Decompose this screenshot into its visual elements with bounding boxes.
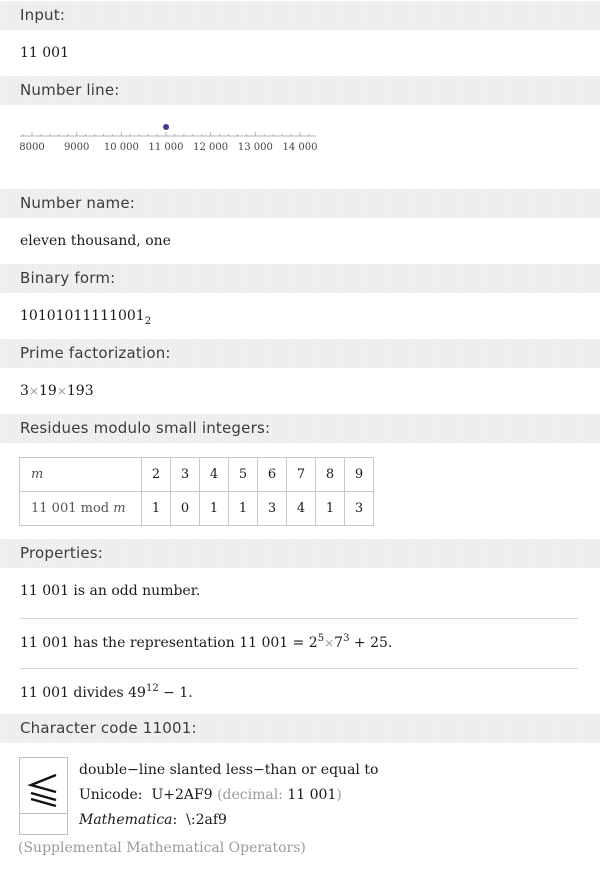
residue-value: 1 — [229, 492, 258, 526]
prime-factorization — [20, 383, 94, 399]
character-glyph-box — [19, 757, 68, 835]
number-name-header: Number name: — [0, 189, 600, 218]
double-line-slanted-less-equal-glyph — [26, 772, 62, 808]
binary-value — [20, 308, 151, 327]
residue-value: 0 — [171, 492, 200, 526]
number-line-header: Number line: — [0, 76, 600, 105]
residue-modulus: 3 — [171, 458, 200, 492]
binary-base: 2 — [144, 316, 152, 327]
prime-header: Prime factorization: — [0, 339, 600, 368]
residues-value-row — [20, 492, 374, 526]
property-divider — [20, 668, 578, 669]
properties-header: Properties: — [0, 539, 600, 568]
residue-value: 4 — [287, 492, 316, 526]
number-line-tick-label: 10 000 — [103, 142, 139, 153]
prime-factor: 19 — [38, 383, 57, 399]
residue-value: 3 — [258, 492, 287, 526]
residue-value: 1 — [142, 492, 171, 526]
input-header: Input: — [0, 1, 600, 30]
number-line-tick-label: 14 000 — [282, 142, 318, 153]
residues-m-label: m — [20, 458, 142, 492]
glyph-box-separator — [20, 813, 67, 814]
number-line-point — [163, 124, 169, 130]
number-line-tick-label: 8000 — [19, 142, 45, 153]
number-line-tick-label: 12 000 — [193, 142, 229, 153]
character-header: Character code 11001: — [0, 714, 600, 743]
input-value: 11 001 — [20, 45, 69, 61]
number-line-tick-label: 13 000 — [237, 142, 273, 153]
residue-modulus: 5 — [229, 458, 258, 492]
character-block: (Supplemental Mathematical Operators) — [18, 840, 306, 856]
number-line-tick-label: 9000 — [63, 142, 90, 153]
residue-modulus: 4 — [200, 458, 229, 492]
residues-moduli-row — [20, 458, 374, 492]
property-divider — [20, 618, 578, 619]
character-unicode: Unicode: U+2AF9 (decimal: 11 001) — [79, 787, 342, 803]
property-representation: 11 001 has the representation 11 $001 = 2^5\times 7^3 + 25$. — [20, 633, 393, 651]
residue-value: 1 — [316, 492, 345, 526]
times-sign: × — [28, 384, 39, 398]
property-divides: 11 001 divides $49^{12} - 1$. — [20, 683, 193, 701]
residues-table — [19, 457, 374, 526]
number-line-plot — [0, 118, 600, 163]
prime-factor: 3 — [20, 383, 29, 399]
prime-factor: 193 — [66, 383, 94, 399]
residue-modulus: 8 — [316, 458, 345, 492]
residue-value: 1 — [200, 492, 229, 526]
residues-mod-label: 11 001 mod m — [20, 492, 142, 526]
residue-modulus: 9 — [345, 458, 374, 492]
number-line-tick-label: 11 000 — [148, 142, 184, 153]
residue-modulus: 7 — [287, 458, 316, 492]
residue-value: 3 — [345, 492, 374, 526]
residue-modulus: 2 — [142, 458, 171, 492]
binary-digits: 10101011111001 — [20, 308, 145, 324]
binary-header: Binary form: — [0, 264, 600, 293]
times-sign: × — [56, 384, 67, 398]
property-odd: 11 001 is an odd number. — [20, 583, 201, 599]
residues-header: Residues modulo small integers: — [0, 414, 600, 443]
residue-modulus: 6 — [258, 458, 287, 492]
number-name-value: eleven thousand, one — [20, 233, 171, 249]
character-mathematica: Mathematica: \:2af9 — [79, 812, 227, 828]
character-name: double−line slanted less−than or equal to — [79, 762, 379, 778]
